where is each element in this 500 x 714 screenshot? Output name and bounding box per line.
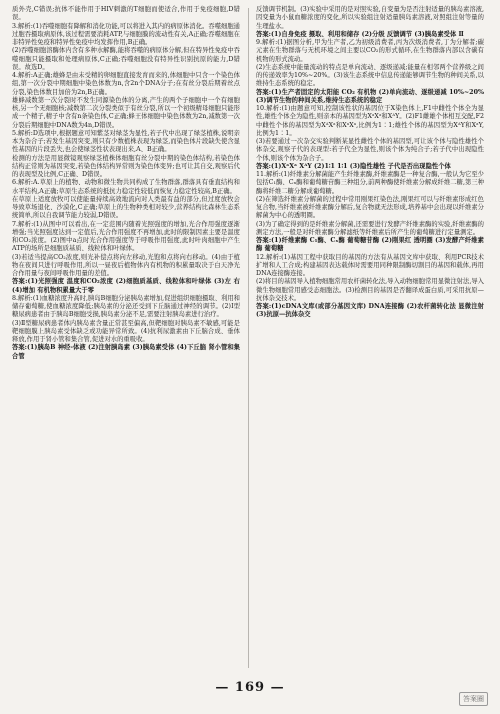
watermark-logo: 答案圈 (459, 692, 488, 706)
left-paragraph: (3)Ⅱ型糖尿病患者体内胰岛素含量正常甚至偏高,但靶细胞对胰岛素不敏感,可能是靶细胞膜上胰岛素受体缺乏或功能异常所致。(4)抗利尿激素由下丘脑合成、垂体释放,作用于肾小管和集合管,促进对水的重吸收。 (12, 319, 240, 343)
right-answer: 答案:(1)自身免疫 摄取、利用和储存 (2)分级 反馈调节 (3)胰岛素受体 Ⅱ (256, 30, 464, 38)
right-paragraph: (2)在筛选纤维素分解菌的过程中常用刚果红染色法,刚果红可以与纤维素形成红色复合物,当纤维素被纤维素酶分解后,复合物就无法形成,培养基中会出现以纤维素分解菌为中心的透明圈。 (256, 195, 484, 220)
left-paragraph: 3.解析:(1)吞噬细胞有降解和消化功能,可以将进入其内的病原体消化。吞噬细胞通过胞吞摄取病原体,该过程需要消耗ATP,与细胞膜的流动性有关,A正确;吞噬细胞在非特异性免疫和特异性免疫中均发挥作用,B正确。 (12, 22, 240, 46)
left-paragraph: 7.解析:(1)从图中可以看出,在一定范围内随着光照强度的增加,光合作用强度逐渐增强;当光照强度达到一定值后,光合作用强度不再增加,此时的限制因素主要是温度和CO₂浓度。(2)图中a点时光合作用强度等于呼吸作用强度,此时叶肉细胞中产生ATP的场所是细胞质基质、线粒体和叶绿体。 (12, 220, 240, 253)
left-paragraph: (3)若适当提高CO₂浓度,则光补偿点将向左移动,光饱和点将向右移动。(4)由于植物在夜间只进行呼吸作用,所以一昼夜后植物体内有机物的积累量取决于白天净光合作用量与夜间呼吸作用量的差值。 (12, 253, 240, 277)
right-answer: 答案:(1)生产者固定的太阳能 CO₂ 有机物 (2)单向流动、逐级递减 10%~20% (3)调节生物的种间关系,维持生态系统的稳定 (256, 88, 484, 104)
right-paragraph: 10.解析:(1)由题意可知,控制该性状的基因位于X染色体上,F1中雌性个体全为显性,雄性个体全为隐性,则亲本的基因型为XᵃXᵃ和XᴬY。(2)F1雌雄个体相互交配,F2中雌性个体的基因型为XᴬXᵃ和XᵃXᵃ,比例为1∶1;雄性个体的基因型为XᴬY和XᵃY,比例为1∶1。 (256, 105, 484, 137)
left-paragraph: 4.解析:A正确;雄蜂是由未受精的卵细胞直接发育而来的,体细胞中只含一个染色体组,第一次分裂中期细胞中染色体数为n,含2n个DNA分子;在有丝分裂后期着丝点分裂,染色体数目加倍为2n,B正确。 (12, 72, 240, 96)
left-paragraph: 质外壳,C错误;抗体不能作用于HIV刺激的T细胞而使适合,作用于免疫细胞,D错误。 (12, 6, 240, 22)
left-paragraph: 6.解析:A.草原上的植物、动物和微生物共同构成了生物群落,群落具有垂直结构和水平结构,A正确;草原生态系统的抵抗力稳定性较低而恢复力稳定性较高,B正确。 (12, 179, 240, 195)
right-paragraph: 9.解析:(1)据图分析,甲为生产者,乙为初级消费者,丙为次级消费者,丁为分解者;碳元素在生物群落与无机环境之间主要以CO₂的形式循环,在生物群落内部以含碳有机物的形式流动。 (256, 39, 484, 63)
right-paragraph: (3)若要通过一次杂交实验判断某显性雌性个体的基因型,可让该个体与隐性雄性个体杂交,观察子代的表现型:若子代全为显性,则该个体为纯合子;若子代中出现隐性个体,则该个体为杂合子。 (256, 138, 484, 162)
left-column (12, 6, 240, 361)
left-paragraph: 在草原上适度放牧可以使能量持续高效地流向对人类最有益的部分,但过度放牧会导致草场退化、沙漠化,C正确;草原上的生物种类相对较少,营养结构比森林生态系统简单,所以自我调节能力较弱,D错误。 (12, 195, 240, 220)
right-paragraph: (2)将目的基因导入植物细胞常用农杆菌转化法,导入动物细胞常用显微注射法,导入微生物细胞常用感受态细胞法。(3)检测目的基因是否翻译成蛋白质,可采用抗原—抗体杂交技术。 (256, 278, 484, 302)
column-divider (248, 8, 249, 668)
right-paragraph: 11.解析:(1)纤维素分解菌能产生纤维素酶,纤维素酶是一种复合酶,一般认为它至少包括C₁酶、Cₓ酶和葡萄糖苷酶三种组分,前两种酶使纤维素分解成纤维二糖,第三种酶将纤维二糖分解成葡萄糖。 (256, 171, 484, 195)
right-paragraph: 12.解析:(1)基因工程中获取目的基因的方法有从基因文库中获取、利用PCR技术扩增和人工合成;构建基因表达载体时需要用同种限制酶切割目的基因和载体,再用DNA连接酶连接。 (256, 253, 484, 277)
left-paragraph: (2)吞噬细胞溶酶体内含有多种水解酶,能将吞噬的病原体分解,但在特异性免疫中吞噬细胞只能摄取和处理病原体,C正确;吞噬细胞没有特异性识别抗原的能力,D错误。故选D。 (12, 47, 240, 71)
left-paragraph: 检测的方法是用显微镜观察绿茎植株体细胞有丝分裂中期的染色体结构,若染色体结构正常则为基因突变,若染色体结构异常则为染色体变异;也可让其自交,观察后代的表现型及比例,C正确、D错误。 (12, 154, 240, 178)
left-answer: 答案:(1)胰岛B 神经-体液 (2)注射胰岛素 (3)胰岛素受体 (4)下丘脑 肾小管和集合管 (12, 344, 240, 360)
right-paragraph: (2)生态系统中能量流动的特点是单向流动、逐级递减;能量在相邻两个营养级之间的传递效率为10%~20%。(3)该生态系统中信息传递能够调节生物的种间关系,以维持生态系统的稳定。 (256, 63, 484, 88)
right-answer: 答案:(1)XᵃXᵃ XᴬY (2)1∶1 1∶1 (3)隐性雄性 子代是否出现隐性个体 (256, 162, 451, 170)
page-number: — 169 — (215, 680, 285, 695)
left-paragraph: 5.解析:D选项中,根据题意可知紫茎对绿茎为显性,若子代中出现了绿茎植株,说明亲本为杂合子;若发生基因突变,则只有少数植株表现为绿茎,而染色体片段缺失使含显性基因的片段丢失,也会使绿茎性状表现出来,A、B正确。 (12, 129, 240, 154)
right-paragraph: 反馈调节机制。(3)实验中采用的是对照实验,自变量为是否注射适量的胰岛素溶液,因变量为小鼠血糖浓度的变化,所以实验组注射适量胰岛素溶液,对照组注射等量的生理盐水。 (256, 6, 484, 30)
left-answer: 答案:(1)光照强度 温度和CO₂浓度 (2)细胞质基质、线粒体和叶绿体 (3)左 右 (4)增加 有机物积累量大于零 (12, 278, 240, 294)
right-answer: 答案:(1)cDNA文库(或部分基因文库) DNA连接酶 (2)农杆菌转化法 显微注射 (3)抗原—抗体杂交 (256, 303, 484, 319)
right-answer: 答案:(1)纤维素酶 C₁酶、Cₓ酶 葡萄糖苷酶 (2)刚果红 透明圈 (3)发酵产纤维素酶 葡萄糖 (256, 237, 484, 253)
left-paragraph: 8.解析:(1)血糖浓度升高时,胰岛B细胞分泌胰岛素增加,促进组织细胞摄取、利用和储存葡萄糖,使血糖浓度降低;胰岛素的分泌还受到下丘脑通过神经的调节。(2)Ⅰ型糖尿病患者由于胰岛B细胞受损,胰岛素分泌不足,需要注射胰岛素进行治疗。 (12, 294, 240, 319)
right-column (256, 6, 484, 320)
right-paragraph: (3)为了确定得到的是纤维素分解菌,还需要进行发酵产纤维素酶的实验,纤维素酶的测定方法,一般是对纤维素酶分解滤纸等纤维素后所产生的葡萄糖进行定量测定。 (256, 220, 484, 236)
left-paragraph: 雄蜂减数第一次分裂时不发生同源染色体的分离,产生的两个子细胞中一个有细胞核,另一个无细胞核;减数第二次分裂类似于有丝分裂,所以一个初级精母细胞只能形成一个精子,精子中含有n条染色体,C正确;蜂王体细胞中染色体数为2n,减数第一次分裂后期细胞中DNA数为4n,D错误。 (12, 96, 240, 129)
